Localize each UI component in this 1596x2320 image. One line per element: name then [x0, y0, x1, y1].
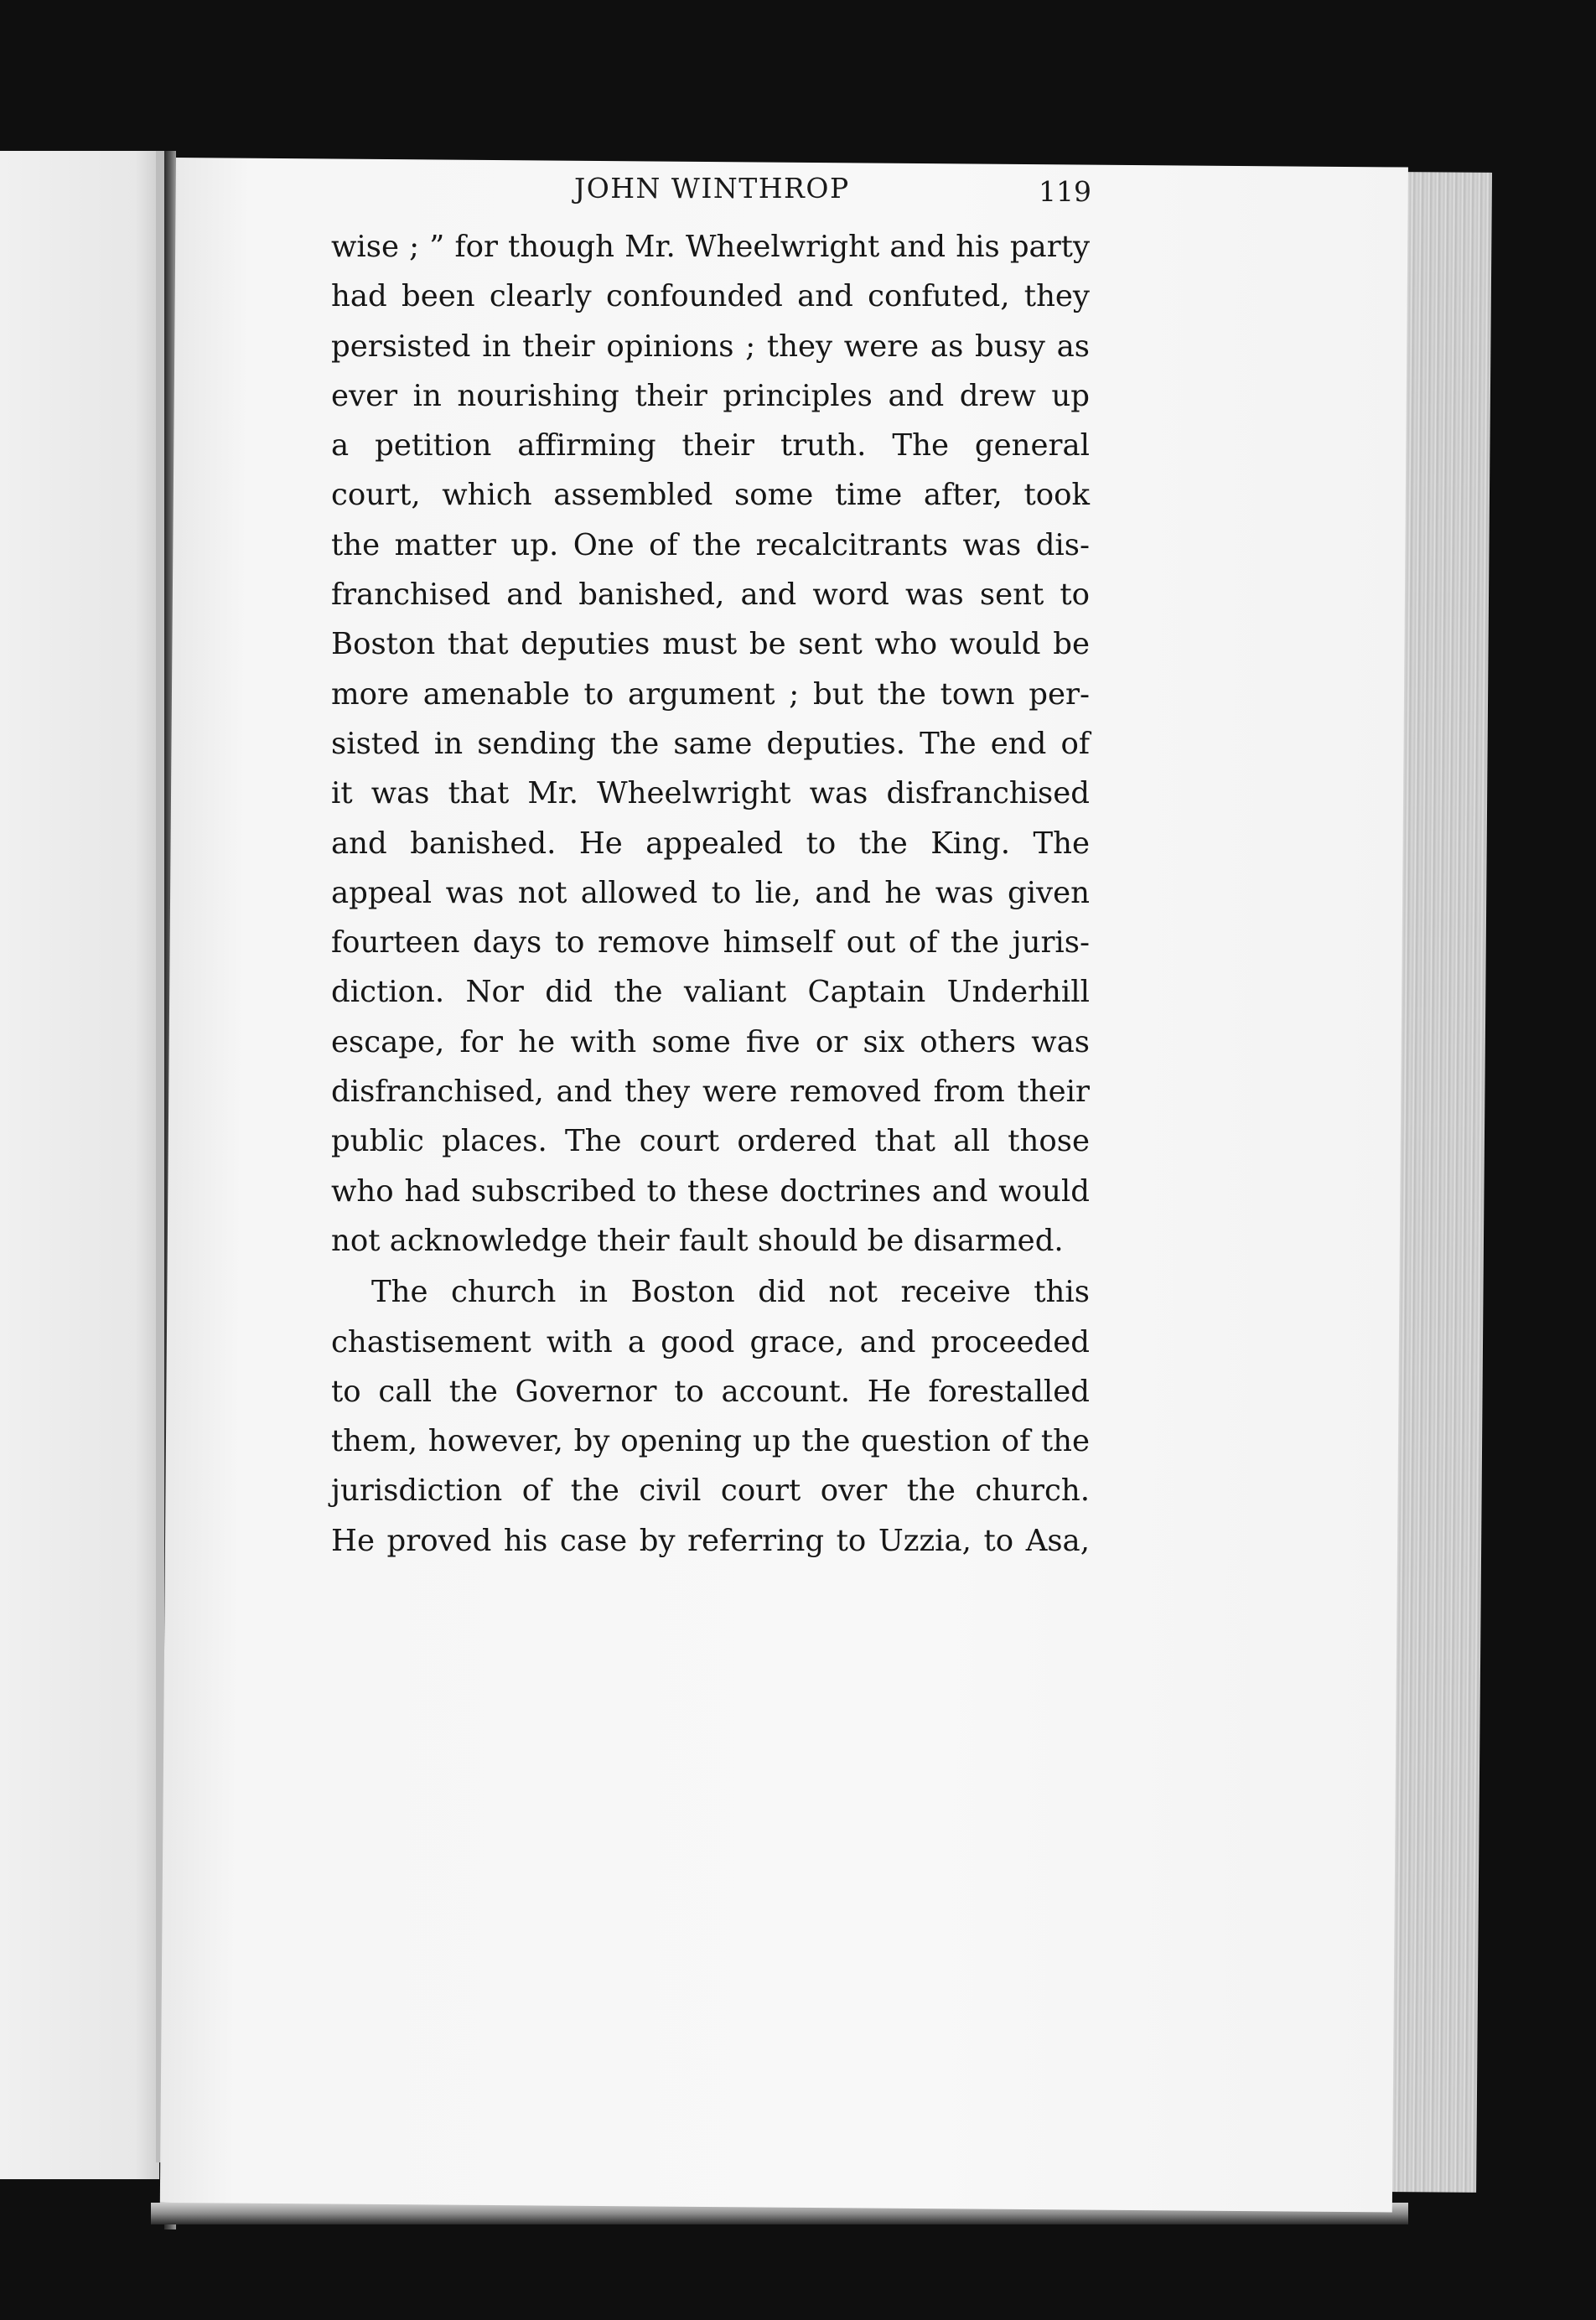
text-line: escape, for he with some five or six others was: [331, 1024, 1090, 1059]
text-line: not acknowledge their fault should be disarmed.: [331, 1223, 1064, 1258]
page-header: [390, 172, 1123, 222]
text-line: appeal was not allowed to lie, and he was given: [331, 875, 1090, 910]
text-line: it was that Mr. Wheelwright was disfranchised: [331, 776, 1090, 811]
text-line: and banished. He appealed to the King. The: [331, 826, 1090, 861]
text-line: persisted in their opinions ; they were as busy as: [331, 329, 1090, 364]
text-line: public places. The court ordered that all those: [331, 1124, 1090, 1159]
page-number: 119: [1039, 175, 1091, 208]
text-line: fourteen days to remove himself out of the juris-: [331, 925, 1090, 961]
text-line: the matter up. One of the recalcitrants was dis-: [331, 527, 1090, 562]
text-line: sisted in sending the same deputies. The end of: [331, 726, 1090, 761]
text-line: disfranchised, and they were removed from their: [331, 1075, 1090, 1110]
text-line: court, which assembled some time after, took: [331, 478, 1090, 513]
text-line: them, however, by opening up the question of the: [331, 1424, 1090, 1459]
text-line: ever in nourishing their principles and drew up: [331, 378, 1090, 413]
paragraph: [331, 1267, 1090, 1566]
text-line: franchised and banished, and word was sent to: [331, 577, 1090, 613]
text-line: had been clearly confounded and confuted, they: [331, 279, 1090, 314]
running-head: JOHN WINTHROP: [574, 172, 850, 205]
text-line: to call the Governor to account. He forestalled: [331, 1374, 1090, 1409]
body-text: [331, 222, 1090, 1566]
paragraph: [331, 222, 1090, 1266]
text-line: a petition affirming their truth. The general: [331, 428, 1090, 463]
text-line: who had subscribed to these doctrines and would: [331, 1173, 1090, 1209]
text-line: more amenable to argument ; but the town per-: [331, 676, 1090, 712]
text-line: chastisement with a good grace, and proceeded: [331, 1324, 1090, 1359]
text-line: diction. Nor did the valiant Captain Underhill: [331, 975, 1090, 1010]
text-line: He proved his case by referring to Uzzia, to Asa,: [331, 1523, 1090, 1558]
facing-page-left: [0, 151, 159, 2179]
text-line: The church in Boston did not receive this: [371, 1275, 1090, 1310]
text-line: wise ; ” for though Mr. Wheelwright and his party: [331, 230, 1090, 264]
text-line: Boston that deputies must be sent who would be: [331, 627, 1090, 662]
text-line: jurisdiction of the civil court over the church.: [331, 1473, 1090, 1509]
